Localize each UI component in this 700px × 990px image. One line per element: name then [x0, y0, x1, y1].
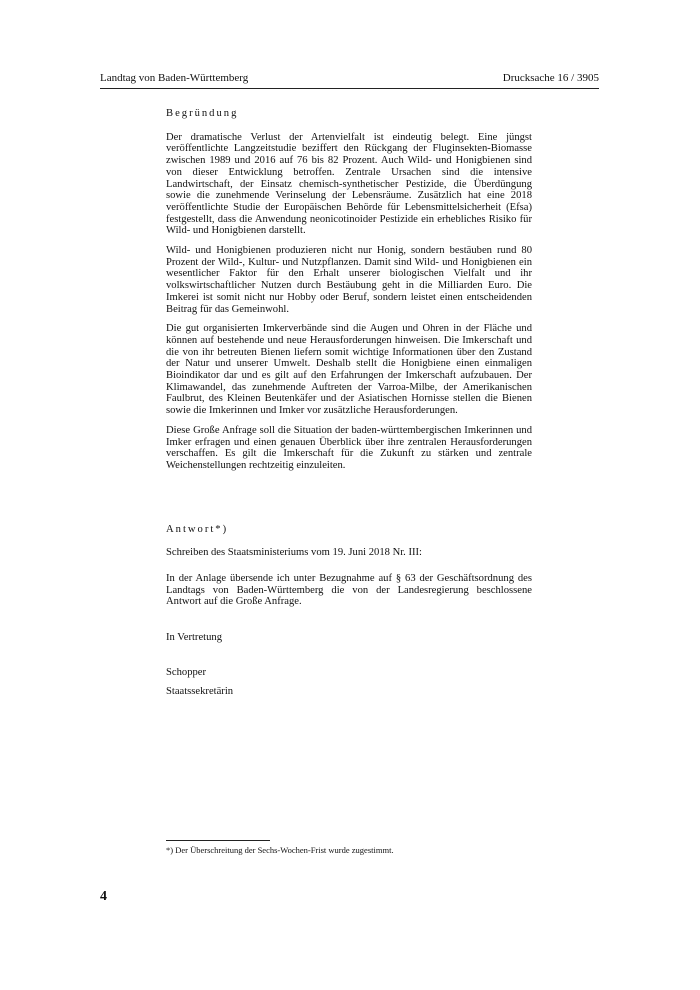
begruendung-paragraph-2: Wild- und Honigbienen produzieren nicht nur Honig, sondern bestäuben rund 80 Prozent der Wild-, Kultur- und Nutzpflanzen. Damit sind Wild- und Honigbienen ein wesentlicher Faktor für den Erhalt unserer biologischen Vielfalt und ihr volkswirtschaftlicher Nutzen durch Bestäubung geht in die Milliarden Euro. Die Imkerei ist somit nicht nur Hobby oder Beruf, sondern leistet einen entscheidenden Beitrag für das Gemeinwohl.	[166, 245, 532, 315]
footnote-rule	[166, 840, 270, 841]
begruendung-section	[166, 108, 532, 480]
antwort-letter-line: Schreiben des Staatsministeriums vom 19. Juni 2018 Nr. III:	[166, 547, 422, 558]
antwort-signer-title: Staatssekretärin	[166, 686, 234, 697]
antwort-heading: Antwort*)	[166, 524, 229, 535]
page-number: 4	[100, 889, 107, 904]
footnote: *) Der Überschreitung der Sechs-Wochen-Frist wurde zugestimmt.	[166, 845, 394, 855]
begruendung-heading: Begründung	[166, 108, 239, 119]
antwort-closing: In Vertretung	[166, 632, 222, 643]
header-right: Drucksache 16 / 3905	[502, 72, 599, 84]
page-header	[100, 72, 599, 85]
antwort-signer: Schopper	[166, 667, 207, 678]
antwort-body: In der Anlage übersende ich unter Bezugnahme auf § 63 der Geschäftsordnung des Landtags von Baden-Württemberg die von der Landesregierung beschlossene Antwort auf die Große Anfrage.	[166, 573, 532, 608]
header-rule	[100, 88, 599, 89]
begruendung-paragraph-3: Die gut organisierten Imkerverbände sind die Augen und Ohren in der Fläche und können auf bestehende und neue Herausforderungen hinweisen. Die Imkerschaft und die von ihr betreuten Bienen liefern somit wichtige Informationen über den Zustand der Natur und unserer Umwelt. Deshalb stellt die Honigbiene einen einmaligen Bioindikator dar und es gilt auf den Erfahrungen der Imkerschaft aufzubauen. Der Klimawandel, das zunehmende Auftreten der Varroa-Milbe, der Amerikanischen Faulbrut, des Kleinen Beutenkäfer und der Asiatischen Hornisse stellen die Bienen sowie die Imkerinnen und Imker vor zusätzliche Herausforderungen.	[166, 323, 532, 417]
begruendung-paragraph-1: Der dramatische Verlust der Artenvielfalt ist eindeutig belegt. Eine jüngst veröffentlichte Langzeitstudie beziffert den Rückgang der Fluginsekten-Biomasse zwischen 1989 und 2016 auf 76 bis 82 Prozent. Auch Wild- und Honigbienen sind von dieser Entwicklung betroffen. Zentrale Ursachen sind die intensive Landwirtschaft, der Einsatz chemisch-synthetischer Pestizide, die Überdüngung sowie die zunehmende Verinselung der Lebensräume. Zusätzlich hat eine 2018 veröffentlichte Studie der Europäischen Behörde für Lebensmittelsicherheit (Efsa) festgestellt, dass die Anwendung neonicotinoider Pestizide ein erhebliches Risiko für Wild- und Honigbienen darstellt.	[166, 131, 532, 237]
begruendung-paragraph-4: Diese Große Anfrage soll die Situation der baden-württembergischen Imkerinnen und Imker erfragen und einen genauen Überblick über ihre zentralen Herausforderungen verschaffen. Es gilt die Imkerschaft für die Zukunft zu stärken und zentrale Weichenstellungen rechtzeitig einzuleiten.	[166, 424, 532, 471]
header-left: Landtag von Baden-Württemberg	[100, 72, 249, 84]
